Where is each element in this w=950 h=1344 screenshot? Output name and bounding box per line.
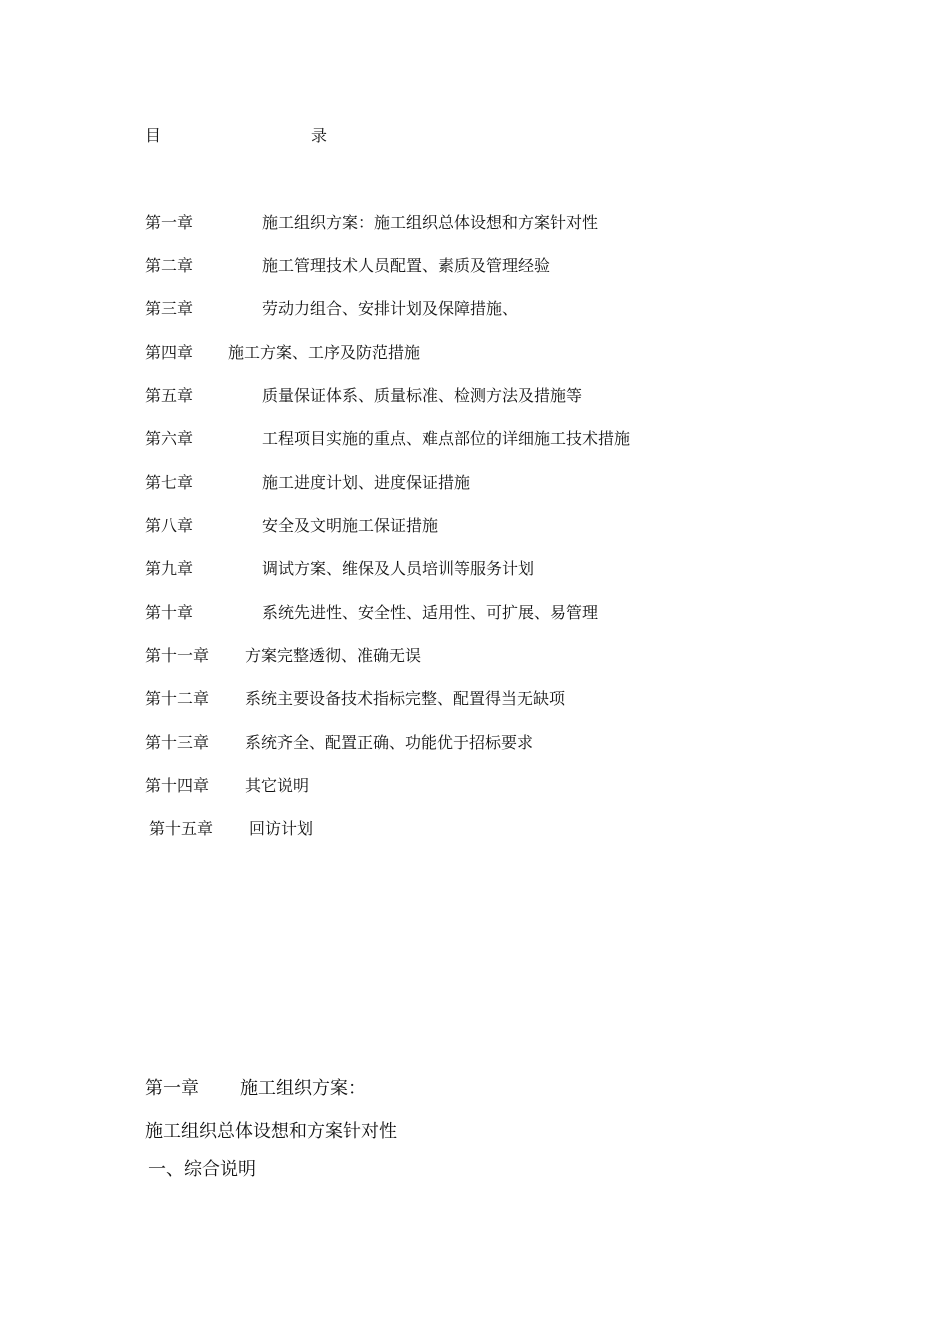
toc-entry-number: 第九章 xyxy=(145,559,194,578)
toc-entry-number: 第二章 xyxy=(145,256,194,275)
toc-entry-number: 第三章 xyxy=(145,299,194,318)
toc-entry-title: 系统齐全、配置正确、功能优于招标要求 xyxy=(245,733,534,752)
toc-entry-number: 第十二章 xyxy=(145,689,210,708)
toc-entry-title: 施工组织方案：施工组织总体设想和方案针对性 xyxy=(262,213,599,232)
toc-entry-number: 第十章 xyxy=(145,603,194,622)
toc-entry-number: 第十一章 xyxy=(145,646,210,665)
chapter-number: 第一章 xyxy=(145,1078,199,1099)
chapter-subtitle: 施工组织总体设想和方案针对性 xyxy=(145,1121,397,1142)
toc-entry-title: 劳动力组合、安排计划及保障措施、 xyxy=(262,299,519,318)
toc-entry-number: 第十三章 xyxy=(145,733,210,752)
toc-entry-number: 第六章 xyxy=(145,429,194,448)
toc-entry-number: 第八章 xyxy=(145,516,194,535)
chapter-title: 施工组织方案： xyxy=(240,1078,366,1099)
toc-entry-number: 第四章 xyxy=(145,343,194,362)
toc-entry-title: 回访计划 xyxy=(249,819,314,838)
toc-entry-title: 施工进度计划、进度保证措施 xyxy=(262,473,471,492)
toc-entry-title: 系统主要设备技术指标完整、配置得当无缺项 xyxy=(245,689,566,708)
toc-entry-title: 方案完整透彻、准确无误 xyxy=(245,646,422,665)
toc-entry-title: 工程项目实施的重点、难点部位的详细施工技术措施 xyxy=(262,429,631,448)
toc-entry-title: 其它说明 xyxy=(245,776,310,795)
toc-title-right: 录 xyxy=(311,126,328,145)
toc-entry-number: 第五章 xyxy=(145,386,194,405)
toc-entry-number: 第七章 xyxy=(145,473,194,492)
toc-entry-number: 第一章 xyxy=(145,213,194,232)
toc-entry-title: 调试方案、维保及人员培训等服务计划 xyxy=(262,559,535,578)
toc-entry-title: 施工管理技术人员配置、素质及管理经验 xyxy=(262,256,551,275)
toc-entry-number: 第十五章 xyxy=(149,819,214,838)
toc-entry-title: 系统先进性、安全性、适用性、可扩展、易管理 xyxy=(262,603,599,622)
toc-entry-number: 第十四章 xyxy=(145,776,210,795)
toc-entry-title: 质量保证体系、质量标准、检测方法及措施等 xyxy=(262,386,583,405)
toc-title-left: 目 xyxy=(145,126,162,145)
section-heading: 一、综合说明 xyxy=(148,1159,256,1180)
toc-entry-title: 施工方案、工序及防范措施 xyxy=(228,343,421,362)
toc-entry-title: 安全及文明施工保证措施 xyxy=(262,516,439,535)
